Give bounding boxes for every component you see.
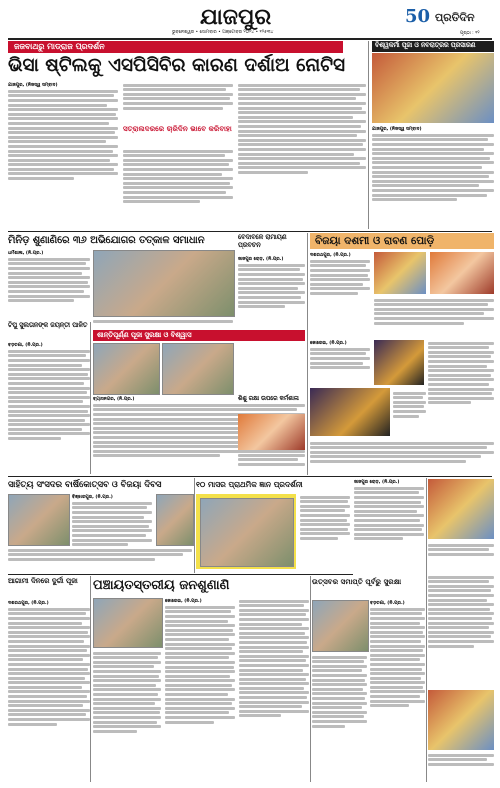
col-sep-6	[426, 478, 427, 782]
article-dussehra: ଦଶରଥପୁର, (ନି.ପ୍ର.)	[310, 252, 370, 312]
photo-fireworks-2	[310, 388, 390, 436]
photo-far-right	[428, 690, 494, 750]
headline-photo: ୧୦ ମାସର ପ୍ରାଥମିକ ଜ୍ଞାନ ପ୍ରଦର୍ଶନୀ	[196, 480, 303, 489]
subhead-mid: ସତ୍ରାଲଦରରେ ଚାରିଦିନ ଭାବେ କରିବାହା	[123, 124, 232, 133]
article-bottom-right: ବଡ଼ଚଣା, (ନି.ପ୍ର.)	[370, 600, 425, 782]
brand-badge: 50	[405, 6, 431, 27]
article-sahitya-2	[8, 547, 192, 571]
article-far-right	[428, 574, 494, 686]
article-hearing-2	[93, 318, 233, 328]
photo-dussehra-2	[430, 252, 494, 294]
article-bottom-right-2	[312, 654, 367, 782]
photo-right-row3	[428, 479, 494, 539]
article-dussehra-6	[310, 440, 494, 474]
article-dussehra-2	[374, 297, 494, 337]
headline-bottom-right: ଉତ୍ସବର ସମାପ୍ତି ପୂର୍ବରୁ ସୁରକ୍ଷା	[312, 577, 402, 586]
rule-1	[8, 231, 492, 232]
rule-3	[8, 574, 353, 575]
article-right-row3: ଜାଜପୁର ରୋଡ଼, (ନି.ପ୍ର.)	[354, 479, 424, 571]
masthead-title: ଯାଜପୁର	[200, 4, 272, 30]
article-midcol: ଜାଜପୁର ରୋଡ଼, (ନି.ପ୍ର.)	[238, 256, 305, 328]
brand-name: ପ୍ରତିଦିନ	[435, 11, 475, 24]
brand-logo	[405, 6, 493, 28]
photo-security-2	[162, 343, 234, 395]
photo-temple	[238, 414, 305, 450]
article-main-col1: ଯାଜପୁର, (ନିଜସ୍ୱ ସମ୍ବାଦ)	[8, 82, 118, 230]
photo-fireworks-1	[374, 340, 424, 385]
photo-frame	[196, 494, 296, 569]
photo-sahitya-1	[8, 494, 70, 546]
article-photo	[300, 494, 350, 569]
headline-bottom-left: ଆଗାମୀ ଦିନରେ ଦୁର୍ଗା ପୂଜା	[8, 577, 78, 585]
banner-security: ଶାନ୍ତିପୂର୍ଣ୍ଣ ପୂଜା ସୁରକ୍ଷା ଓ ବିଶ୍ୱାସ	[93, 330, 305, 341]
article-panchayat-1: କୋରେଇ, (ନି.ପ୍ର.)	[165, 598, 235, 782]
article-hearing: ଧର୍ମଶାଳା, (ନି.ପ୍ର.)	[8, 250, 90, 320]
masthead-rule	[8, 38, 492, 40]
col-sep-5	[310, 576, 311, 782]
photo-bottom-right	[312, 600, 369, 652]
photo-children	[200, 498, 294, 567]
article-main-col3	[238, 82, 366, 230]
article-bottom-left: ଦଶରଥପୁର, (ନି.ପ୍ର.)	[8, 600, 90, 782]
article-main-col2	[123, 82, 233, 122]
headline-hearing: ମିନିଡ଼ ଶୁଣାଣିରେ ୩୬ ଅଭିଯୋଗର ତତ୍କାଳ ସମାଧାନ	[8, 235, 205, 246]
headline-side-box: ବିଶ୍ୱକର୍ମା ପୂଜା ଓ ନବରାତ୍ରର ପ୍ରସାରଣ	[372, 41, 494, 52]
col-sep-1	[368, 41, 369, 229]
masthead-subline: ଭୁବନେଶ୍ୱର • ସୋମବାର • ଅକ୍ଟୋବର ୨୦୨୪ • ୧୨୫୩୪	[172, 30, 274, 35]
page-label: ପୃଷ୍ଠା : ୧୨	[460, 31, 480, 36]
photo-dussehra-1	[374, 252, 426, 294]
article-dussehra-3: କୋରେଇ, (ନି.ପ୍ର.)	[310, 340, 370, 380]
photo-side	[372, 53, 494, 123]
subhead-temple: ଶିଶୁ ରକ୍ଷା ଉପରେ କର୍ମଶାଳା	[238, 396, 299, 402]
photo-sahitya-2	[156, 494, 194, 546]
rule-2	[8, 476, 492, 477]
article-mid-col2b	[123, 148, 233, 230]
photo-panchayat	[93, 598, 163, 648]
article-right-row3b	[428, 542, 494, 571]
subhead-left2: ଟିପୁ ସୁଲତାନଙ୍କ ଜୟନ୍ତୀ ପାଳିତ	[8, 322, 88, 329]
headline-main: ଭିସା ଷ୍ଟିଲକୁ ଏସପିସିବିର କାରଣ ଦର୍ଶାଅ ନୋଟିସ	[8, 55, 346, 76]
headline-sahitya: ସାହିତ୍ୟ ସଂସଦର ବାର୍ଷିକୋତ୍ସବ ଓ ବିଜୟା ଦିବସ	[8, 480, 162, 490]
photo-security-1	[93, 343, 160, 395]
article-side: ଯାଜପୁର, (ନିଜସ୍ୱ ସମ୍ବାଦ)	[372, 126, 494, 228]
article-far-right-2	[428, 752, 494, 782]
headline-dussehra-box: ବିଜୟା ଦଶମୀ ଓ ରାବଣ ପୋଡ଼ି	[310, 233, 494, 249]
headline-panchayat: ପଞ୍ଚାୟତସ୍ତରୀୟ ଜନଶୁଣାଣି	[93, 578, 230, 593]
masthead	[0, 0, 500, 40]
col-sep-7	[194, 478, 195, 573]
col-sep-4	[90, 576, 91, 782]
article-left2: ବଡ଼ଚଣା, (ନି.ପ୍ର.)	[8, 342, 90, 474]
article-dussehra-4	[428, 340, 494, 436]
kicker-top: ଜଜବାଥରୁ ମାଡ୍ରାଜ ପ୍ରଦର୍ଶନ	[8, 41, 343, 53]
col-sep-3	[90, 322, 91, 474]
photo-hearing	[93, 250, 235, 317]
article-sahitya: ବିଞ୍ଝାରପୁର, (ନି.ପ୍ର.)	[72, 494, 152, 566]
article-temple	[238, 452, 305, 474]
article-panchayat-2	[93, 650, 161, 782]
article-dussehra-5	[393, 390, 426, 436]
article-panchayat-3	[239, 598, 309, 782]
col-sep-2	[307, 233, 308, 475]
subhead-midcol: ବେଦାବଳେ ରାମାୟଣ ପ୍ରବଚନ	[238, 234, 287, 249]
article-security: ବ୍ୟାସନଗର, (ନି.ପ୍ର.)	[93, 396, 305, 474]
